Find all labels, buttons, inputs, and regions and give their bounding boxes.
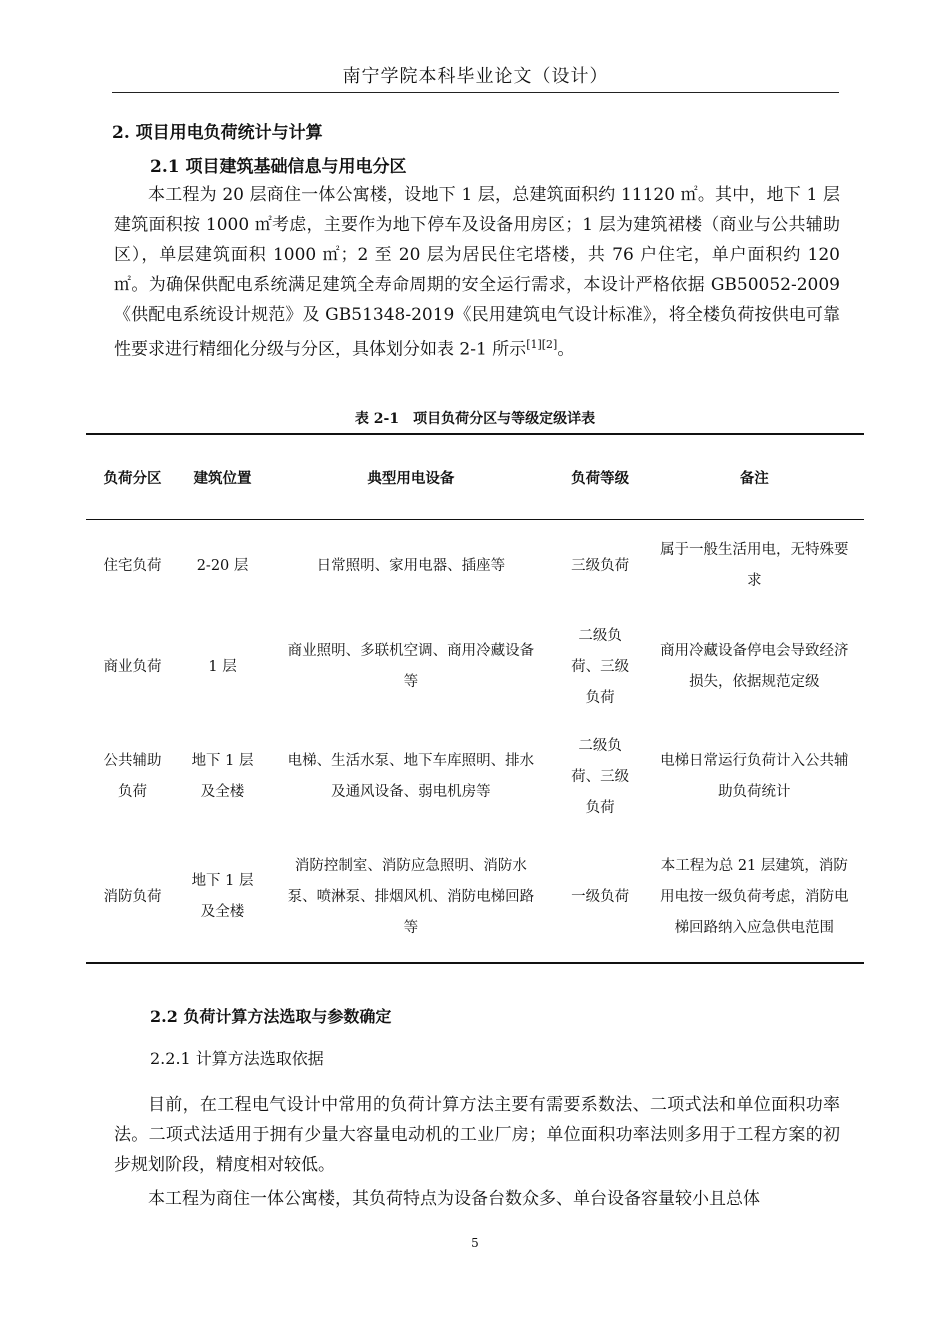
table-cell-text: 二级负荷、三级负荷 — [571, 627, 630, 706]
table-cell: 一级负荷 — [571, 888, 630, 905]
section-2-2-1-heading: 2.2.1 计算方法选取依据 — [150, 1049, 324, 1068]
header-cell: 典型用电设备 — [266, 434, 556, 520]
table-cell — [645, 722, 864, 832]
table-cell-text: 消防控制室、消防应急照明、消防水泵、喷淋泵、排烟风机、消防电梯回路等 — [287, 857, 535, 936]
table-cell — [556, 722, 645, 832]
table-cell-text: 地下 1 层及全楼 — [191, 753, 254, 800]
header-cell: 备注 — [645, 434, 864, 520]
table-cell-text: 二级负荷、三级负荷 — [571, 737, 630, 816]
table-row — [86, 612, 864, 722]
table-cell — [266, 612, 556, 722]
load-classification-table — [86, 433, 864, 964]
citation: [1][2] — [526, 338, 558, 351]
section-2-2-heading: 2.2 负荷计算方法选取与参数确定 — [150, 1007, 392, 1026]
project-paragraph: 本工程为商住一体公寓楼，其负荷特点为设备台数众多、单台设备容量较小且总体 — [148, 1189, 760, 1209]
intro-paragraph — [114, 180, 840, 365]
intro-paragraph-end: 。 — [557, 339, 575, 360]
subsection-heading: 2.1 项目建筑基础信息与用电分区 — [150, 157, 407, 177]
table-row — [86, 722, 864, 832]
table-cell — [179, 722, 266, 832]
intro-paragraph-text: 本工程为 20 层商住一体公寓楼，设地下 1 层，总建筑面积约 11120 ㎡。其中，地下 1 层建筑面积按 1000 ㎡考虑，主要作为地下停车及设备用房区；1 层为建筑裙楼（商业与公共辅助区），单层建筑面积 1000 ㎡；2 至 20 层为居民住宅塔楼，共 76 户住宅，单户面积约 120 ㎡。为确保供配电系统满足建筑全寿命周期的安全运行需求，本设计严格依据 GB50052-2009《供配电系统设计规范》及 GB51348-2019《民用建筑电气设计标准》，将全楼负荷按供电可靠性要求进行精细化分级与分区，具体划分如表 2-1 所示 — [114, 185, 840, 360]
table-cell-text: 本工程为总 21 层建筑，消防用电按一级负荷考虑，消防电梯回路纳入应急供电范围 — [660, 857, 849, 936]
table-cell — [86, 722, 179, 832]
table-cell: 1 层 — [208, 658, 237, 675]
header-cell: 建筑位置 — [179, 434, 266, 520]
table-row — [86, 520, 864, 613]
table-cell: 商业负荷 — [103, 658, 162, 675]
table-cell — [179, 832, 266, 963]
section-heading: 2. 项目用电负荷统计与计算 — [112, 123, 323, 143]
table-row — [86, 832, 864, 963]
table-cell-text: 商业照明、多联机空调、商用冷藏设备等 — [287, 643, 535, 690]
table-cell: 消防负荷 — [103, 888, 162, 905]
table-cell-text: 商用冷藏设备停电会导致经济损失，依据规范定级 — [660, 643, 849, 690]
table-cell: 住宅负荷 — [103, 557, 162, 574]
table-cell-text: 地下 1 层及全楼 — [191, 873, 254, 920]
table-cell: 2-20 层 — [196, 557, 249, 574]
page-header: 南宁学院本科毕业论文（设计） — [112, 62, 839, 93]
header-cell: 负荷等级 — [556, 434, 645, 520]
table-cell — [645, 612, 864, 722]
table-cell — [645, 520, 864, 613]
table-cell — [645, 832, 864, 963]
table-cell-text: 公共辅助负荷 — [103, 753, 162, 800]
page-number: 5 — [471, 1236, 479, 1250]
table-header-row — [86, 434, 864, 520]
table-cell — [556, 612, 645, 722]
table-cell: 日常照明、家用电器、插座等 — [316, 557, 506, 574]
table-cell-text: 电梯、生活水泵、地下车库照明、排水及通风设备、弱电机房等 — [287, 753, 535, 800]
table-cell — [266, 722, 556, 832]
table-cell-text: 属于一般生活用电，无特殊要求 — [660, 542, 849, 589]
header-cell: 负荷分区 — [86, 434, 179, 520]
table-cell: 三级负荷 — [571, 557, 630, 574]
table-caption: 表 2-1 项目负荷分区与等级定级详表 — [354, 411, 596, 427]
table-cell-text: 电梯日常运行负荷计入公共辅助负荷统计 — [660, 753, 849, 800]
method-paragraph: 目前，在工程电气设计中常用的负荷计算方法主要有需要系数法、二项式法和单位面积功率法。二项式法适用于拥有少量大容量电动机的工业厂房；单位面积功率法则多用于工程方案的初步规划阶段，精度相对较低。 — [114, 1095, 840, 1175]
table-cell — [266, 832, 556, 963]
